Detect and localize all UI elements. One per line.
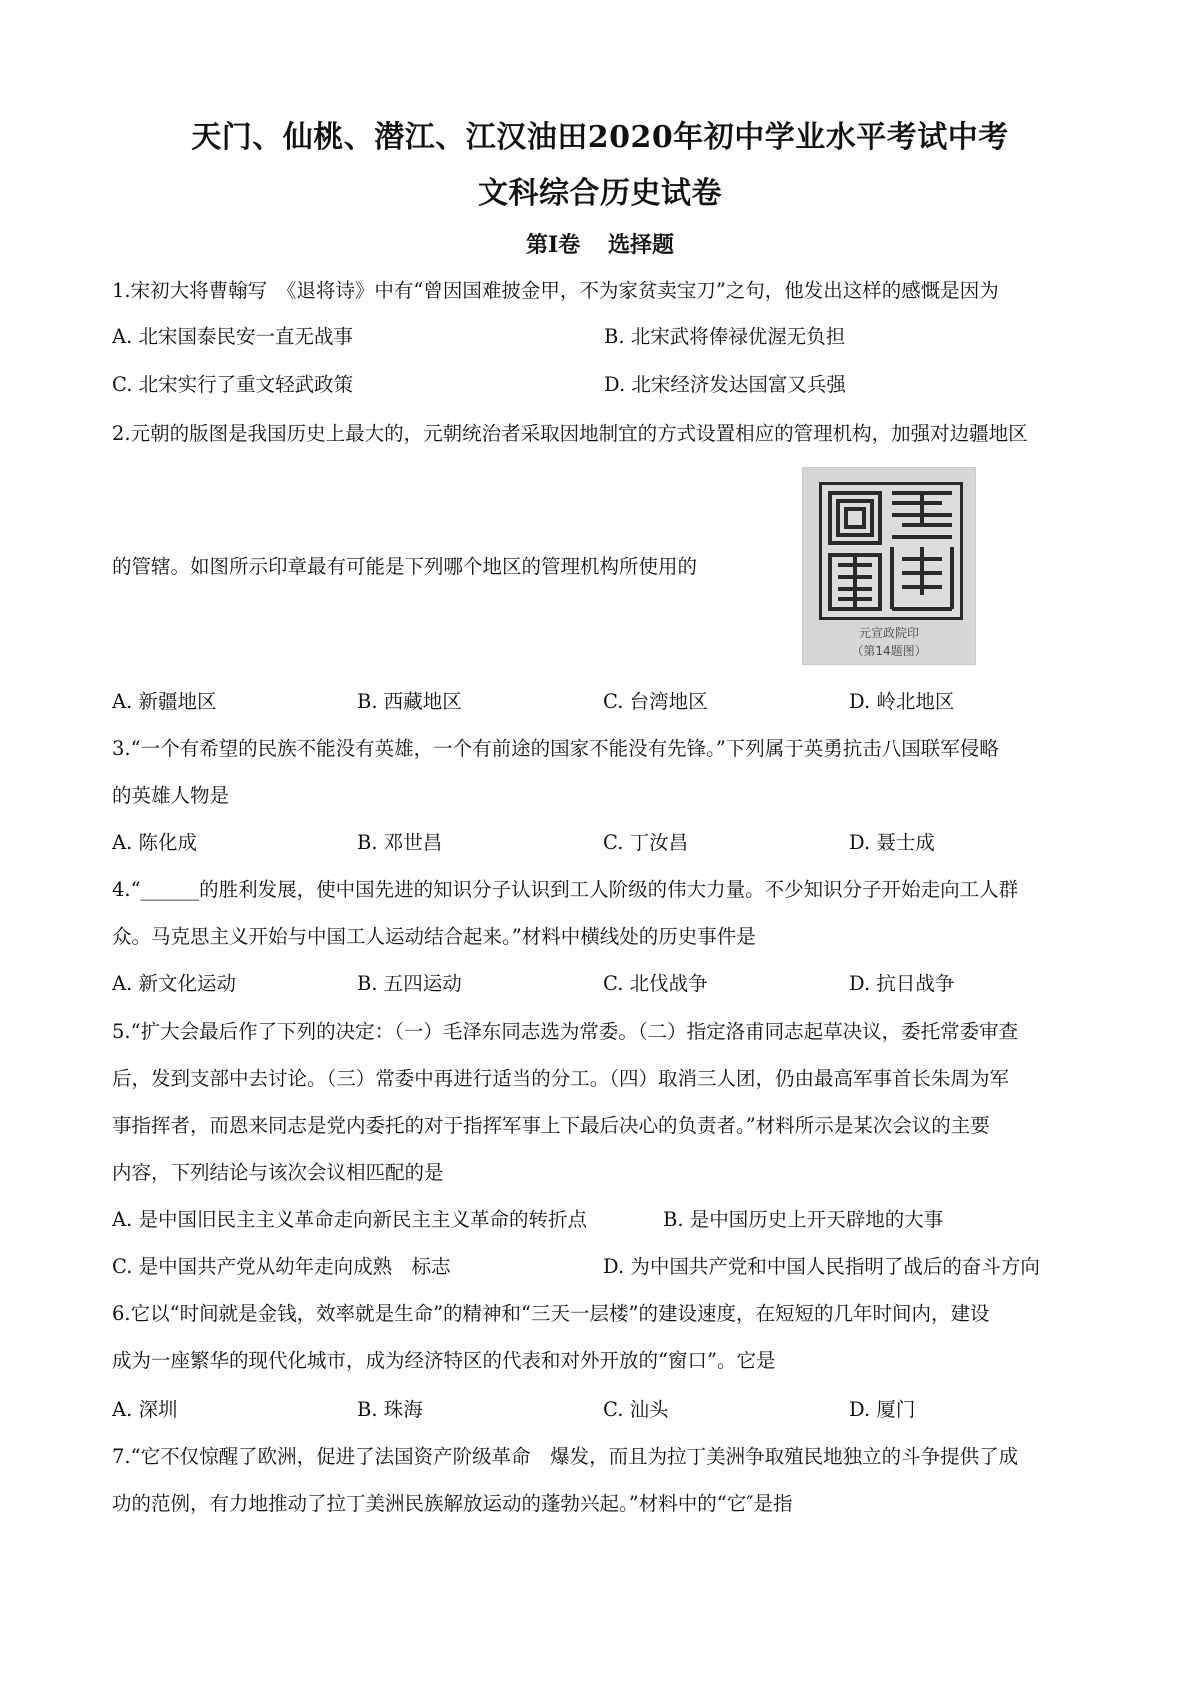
q3-option-a: A. 陈化成 bbox=[112, 831, 197, 854]
q4-option-c: C. 北伐战争 bbox=[603, 972, 708, 995]
exam-title-line2: 文科综合历史试卷 bbox=[478, 176, 722, 211]
q1-option-d: D. 北宋经济发达国富又兵强 bbox=[604, 373, 846, 396]
seal-image bbox=[802, 467, 976, 665]
q3-option-b: B. 邓世昌 bbox=[357, 831, 443, 854]
seal-figure-number: （第14题图） bbox=[851, 644, 927, 658]
q7-stem-line1: 7.“它不仅惊醒了欧洲，促进了法国资产阶级革命 爆发，而且为拉丁美洲争取殖民地独立的斗争提供了成 bbox=[112, 1445, 1019, 1468]
q6-option-d: D. 厦门 bbox=[849, 1398, 916, 1421]
q4-stem-line1: 4.“______的胜利发展，使中国先进的知识分子认识到工人阶级的伟大力量。不少知识分子开始走向工人群 bbox=[112, 878, 1019, 901]
q2-option-b: B. 西藏地区 bbox=[357, 690, 462, 713]
q5-option-b: B. 是中国历史上开天辟地的大事 bbox=[663, 1208, 944, 1231]
q2-option-d: D. 岭北地区 bbox=[849, 690, 955, 713]
q6-option-b: B. 珠海 bbox=[357, 1398, 423, 1421]
seal-stamp bbox=[819, 482, 963, 620]
q6-stem-line2: 成为一座繁华的现代化城市，成为经济特区的代表和对外开放的“窗口”。它是 bbox=[112, 1349, 776, 1372]
exam-title-line1: 天门、仙桃、潜江、江汉油田2020年初中学业水平考试中考 bbox=[191, 120, 1009, 155]
q4-stem-line2: 众。马克思主义开始与中国工人运动结合起来。”材料中横线处的历史事件是 bbox=[112, 925, 756, 948]
q1-stem: 1.宋初大将曹翰写 《退将诗》中有“曾因国难披金甲，不为家贫卖宝刀”之句，他发出这样的感慨是因为 bbox=[112, 279, 999, 302]
q1-option-b: B. 北宋武将俸禄优渥无负担 bbox=[604, 325, 846, 348]
seal-caption: 元宣政院印 bbox=[858, 626, 919, 640]
q1-option-a: A. 北宋国泰民安一直无战事 bbox=[112, 325, 353, 348]
q4-option-d: D. 抗日战争 bbox=[849, 972, 955, 995]
section-type: 选择题 bbox=[607, 232, 674, 258]
q4-option-a: A. 新文化运动 bbox=[112, 972, 236, 995]
seal-pattern-icon bbox=[822, 485, 960, 617]
q2-option-a: A. 新疆地区 bbox=[112, 690, 217, 713]
q3-stem-line2: 的英雄人物是 bbox=[112, 784, 230, 807]
q6-stem-line1: 6.它以“时间就是金钱，效率就是生命”的精神和“三天一层楼”的建设速度，在短短的几年时间内，建设 bbox=[112, 1302, 990, 1325]
q3-option-d: D. 聂士成 bbox=[849, 831, 935, 854]
q6-option-c: C. 汕头 bbox=[603, 1398, 669, 1421]
section-heading bbox=[0, 228, 1200, 259]
q5-stem-line2: 后，发到支部中去讨论。（三）常委中再进行适当的分工。（四）取消三人团，仍由最高军事首长朱周为军 bbox=[112, 1067, 1010, 1090]
q2-option-c: C. 台湾地区 bbox=[603, 690, 708, 713]
q3-stem-line1: 3.“一个有希望的民族不能没有英雄，一个有前途的国家不能没有先锋。”下列属于英勇抗击八国联军侵略 bbox=[112, 737, 999, 760]
q5-stem-line1: 5.“扩大会最后作了下列的决定：（一）毛泽东同志选为常委。（二）指定洛甫同志起草决议，委托常委审查 bbox=[112, 1020, 1019, 1043]
q1-option-c: C. 北宋实行了重文轻武政策 bbox=[112, 373, 354, 396]
q2-stem-line2: 的管辖。如图所示印章最有可能是下列哪个地区的管理机构所使用的 bbox=[112, 555, 698, 578]
q5-option-c: C. 是中国共产党从幼年走向成熟 标志 bbox=[112, 1255, 451, 1278]
q5-option-d: D. 为中国共产党和中国人民指明了战后的奋斗方向 bbox=[603, 1255, 1040, 1278]
q6-option-a: A. 深圳 bbox=[112, 1398, 178, 1421]
q4-option-b: B. 五四运动 bbox=[357, 972, 462, 995]
q5-stem-line4: 内容，下列结论与该次会议相匹配的是 bbox=[112, 1161, 444, 1184]
q5-stem-line3: 事指挥者，而恩来同志是党内委托的对于指挥军事上下最后决心的负责者。”材料所示是某次会议的主要 bbox=[112, 1114, 990, 1137]
q2-stem-line1: 2.元朝的版图是我国历史上最大的，元朝统治者采取因地制宜的方式设置相应的管理机构，加强对边疆地区 bbox=[112, 422, 1028, 445]
q7-stem-line2: 功的范例，有力地推动了拉丁美洲民族解放运动的蓬勃兴起。”材料中的“它″是指 bbox=[112, 1492, 793, 1515]
q3-option-c: C. 丁汝昌 bbox=[603, 831, 689, 854]
q5-option-a: A. 是中国旧民主主义革命走向新民主主义革命的转折点 bbox=[112, 1208, 587, 1231]
section-volume: 第Ⅰ卷 bbox=[526, 232, 581, 258]
